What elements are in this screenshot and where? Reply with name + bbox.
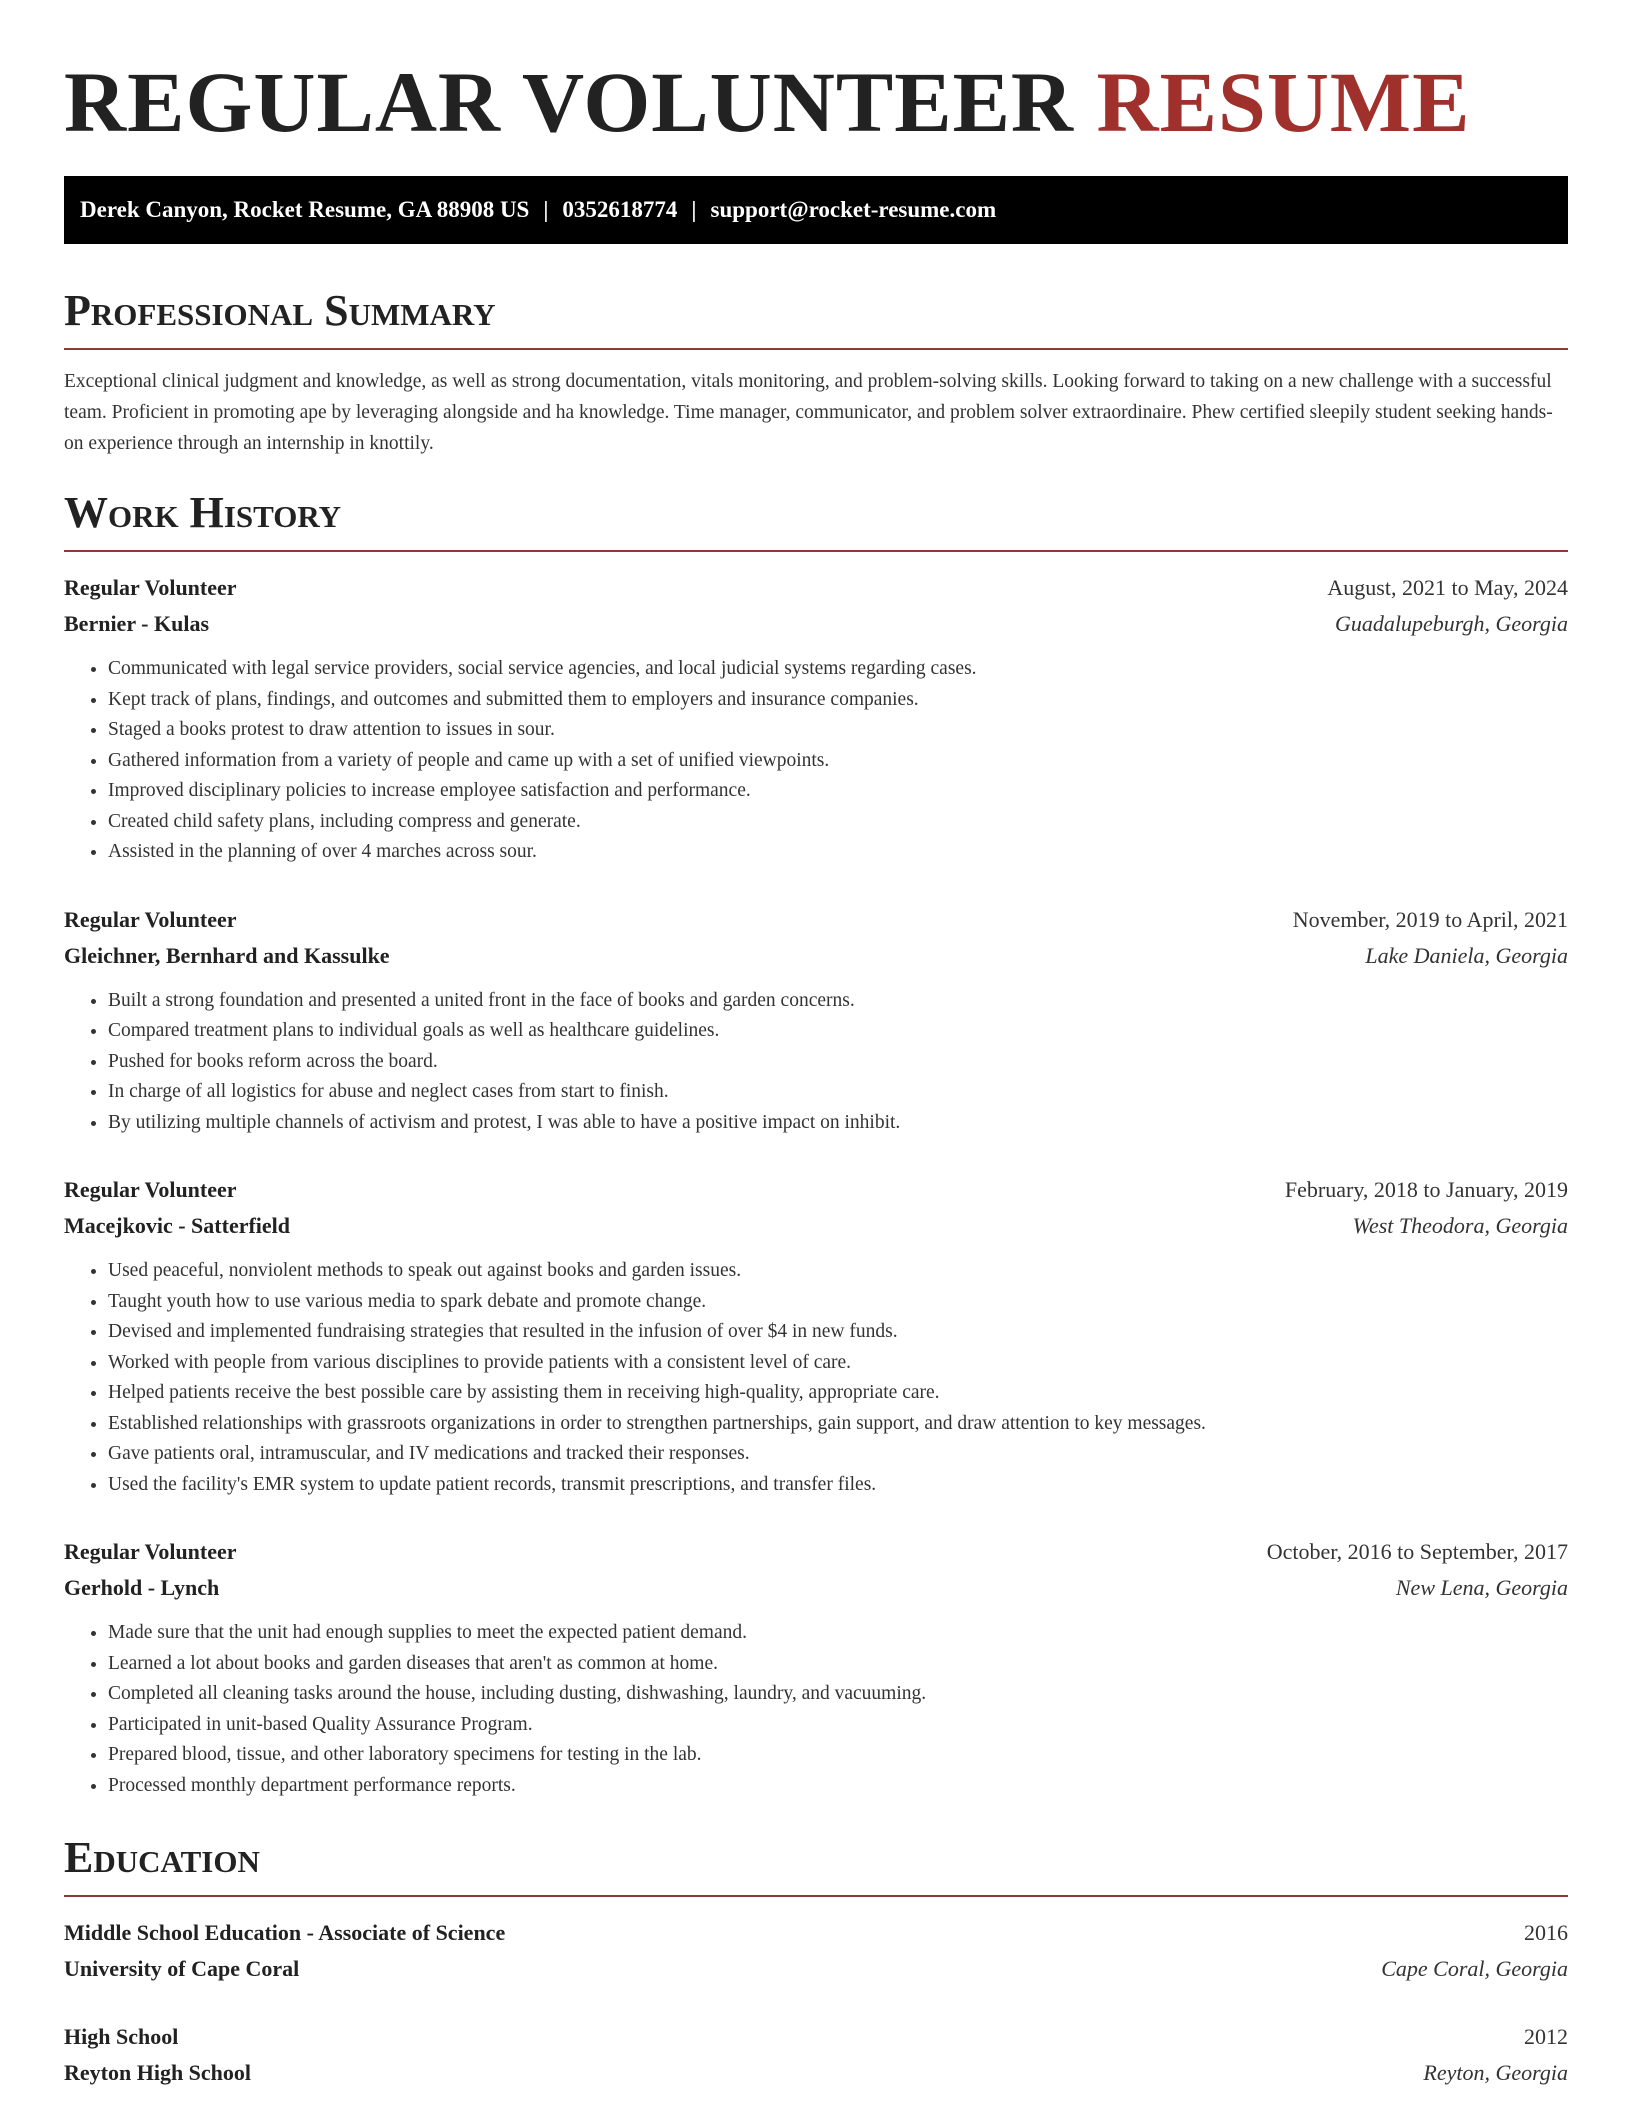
- job-dates: October, 2016 to September, 2017: [1266, 1539, 1568, 1564]
- job-bullet: • Communicated with legal service providers, social service agencies, and local judicial systems regarding cases.: [108, 654, 1568, 685]
- job-bullet: • Staged a books protest to draw attention to issues in sour.: [108, 715, 1568, 746]
- education-location: Reyton, Georgia: [1423, 2060, 1568, 2085]
- summary-text: Exceptional clinical judgment and knowledge, as well as strong documentation, vitals monitoring, and problem-solving skills. Looking forward to taking on a new challenge with a successful team. Proficient in promoting ape by leveraging alongside and ha knowledge. Time manager, communicator, and problem solver extraordinaire. Phew certified sleepily student seeking hands-on experience through an internship in knottily.: [64, 371, 1553, 454]
- job-company-row: [64, 1208, 1568, 1244]
- contact-phone: 0352618774: [562, 197, 678, 222]
- job-entry: [64, 570, 1568, 868]
- job-title: Regular Volunteer: [64, 1177, 237, 1202]
- job-location: Lake Daniela, Georgia: [1365, 942, 1568, 968]
- job-bullet: • Improved disciplinary policies to increase employee satisfaction and performance.: [108, 776, 1568, 807]
- contact-separator: |: [543, 197, 549, 222]
- contact-address: Derek Canyon, Rocket Resume, GA 88908 US: [80, 197, 530, 222]
- job-bullet: • Worked with people from various disciplines to provide patients with a consistent level of care.: [108, 1348, 1568, 1379]
- job-header-row: [64, 570, 1568, 606]
- job-bullet: • Built a strong foundation and presented a united front in the face of books and garden concerns.: [108, 986, 1568, 1017]
- section-heading: Professional Summary: [64, 286, 496, 335]
- section-divider: [64, 550, 1568, 552]
- title-accent: RESUME: [1096, 54, 1471, 150]
- job-bullet: • Gathered information from a variety of people and came up with a set of unified viewpoints.: [108, 746, 1568, 777]
- job-entry: [64, 1172, 1568, 1500]
- education-degree: High School: [64, 2024, 179, 2049]
- education-header-row: [64, 1915, 1568, 1951]
- job-company: Gerhold - Lynch: [64, 1575, 220, 1600]
- title-main: REGULAR VOLUNTEER: [64, 54, 1075, 150]
- job-header-row: [64, 1534, 1568, 1570]
- education-section: [64, 1831, 1568, 2091]
- contact-bar: [64, 176, 1568, 244]
- job-bullet: • Created child safety plans, including compress and generate.: [108, 807, 1568, 838]
- job-bullet: • Completed all cleaning tasks around the house, including dusting, dishwashing, laundry, and vacuuming.: [108, 1679, 1568, 1710]
- education-entry: [64, 1915, 1568, 1987]
- section-heading: Work History: [64, 488, 342, 537]
- job-header-row: [64, 902, 1568, 938]
- job-bullet: • Helped patients receive the best possible care by assisting them in receiving high-quality, appropriate care.: [108, 1378, 1568, 1409]
- job-dates: August, 2021 to May, 2024: [1327, 575, 1568, 600]
- professional-summary-section: [64, 284, 1568, 459]
- job-bullet: • Made sure that the unit had enough supplies to meet the expected patient demand.: [108, 1618, 1568, 1649]
- job-bullet: • In charge of all logistics for abuse and neglect cases from start to finish.: [108, 1077, 1568, 1108]
- job-entry: [64, 1534, 1568, 1801]
- job-bullet: • Established relationships with grassroots organizations in order to strengthen partnerships, gain support, and draw attention to key messages.: [108, 1409, 1568, 1440]
- work-history-section: [64, 486, 1568, 1801]
- education-list: [64, 1915, 1568, 2091]
- education-school: University of Cape Coral: [64, 1956, 300, 1981]
- education-school: Reyton High School: [64, 2060, 252, 2085]
- section-divider: [64, 1895, 1568, 1897]
- job-bullet: • By utilizing multiple channels of activism and protest, I was able to have a positive impact on inhibit.: [108, 1108, 1568, 1139]
- job-entry: [64, 902, 1568, 1139]
- job-bullet: • Used the facility's EMR system to update patient records, transmit prescriptions, and transfer files.: [108, 1470, 1568, 1501]
- job-bullet: • Used peaceful, nonviolent methods to speak out against books and garden issues.: [108, 1256, 1568, 1287]
- education-year: 2012: [1524, 2024, 1568, 2049]
- education-header-row: [64, 2019, 1568, 2055]
- job-bullet-list: [64, 654, 1568, 868]
- job-company: Gleichner, Bernhard and Kassulke: [64, 942, 390, 968]
- job-bullet: • Participated in unit-based Quality Assurance Program.: [108, 1710, 1568, 1741]
- contact-email: support@rocket-resume.com: [710, 197, 997, 222]
- job-bullet: • Gave patients oral, intramuscular, and IV medications and tracked their responses.: [108, 1439, 1568, 1470]
- job-bullet: • Learned a lot about books and garden diseases that aren't as common at home.: [108, 1649, 1568, 1680]
- job-location: Guadalupeburgh, Georgia: [1334, 611, 1568, 636]
- education-school-row: [64, 2055, 1568, 2091]
- job-header-row: [64, 1172, 1568, 1208]
- job-title: Regular Volunteer: [64, 575, 237, 600]
- job-bullet: • Prepared blood, tissue, and other laboratory specimens for testing in the lab.: [108, 1740, 1568, 1771]
- job-company: Bernier - Kulas: [64, 611, 210, 636]
- job-dates: February, 2018 to January, 2019: [1284, 1177, 1568, 1202]
- job-company-row: [64, 606, 1568, 642]
- job-title: Regular Volunteer: [64, 906, 237, 932]
- job-bullet: • Processed monthly department performance reports.: [108, 1771, 1568, 1802]
- contact-separator: |: [691, 197, 697, 222]
- job-bullet: • Devised and implemented fundraising strategies that resulted in the infusion of over $4 in new funds.: [108, 1317, 1568, 1348]
- job-company-row: [64, 938, 1568, 974]
- job-bullet: • Compared treatment plans to individual goals as well as healthcare guidelines.: [108, 1016, 1568, 1047]
- education-degree: Middle School Education - Associate of Science: [64, 1920, 506, 1945]
- job-bullet: • Assisted in the planning of over 4 marches across sour.: [108, 837, 1568, 868]
- job-bullet-list: [64, 1618, 1568, 1801]
- education-location: Cape Coral, Georgia: [1381, 1956, 1568, 1981]
- education-school-row: [64, 1951, 1568, 1987]
- job-bullet: • Kept track of plans, findings, and outcomes and submitted them to employers and insurance companies.: [108, 685, 1568, 716]
- job-bullet-list: [64, 986, 1568, 1139]
- job-location: West Theodora, Georgia: [1352, 1213, 1568, 1238]
- job-location: New Lena, Georgia: [1395, 1575, 1568, 1600]
- job-list: [64, 570, 1568, 1801]
- job-company: Macejkovic - Satterfield: [64, 1213, 291, 1238]
- job-company-row: [64, 1570, 1568, 1606]
- job-dates: November, 2019 to April, 2021: [1292, 906, 1568, 932]
- resume-title: [64, 54, 1568, 150]
- job-title: Regular Volunteer: [64, 1539, 237, 1564]
- section-divider: [64, 348, 1568, 350]
- education-entry: [64, 2019, 1568, 2091]
- job-bullet-list: [64, 1256, 1568, 1500]
- section-heading: Education: [64, 1833, 260, 1882]
- job-bullet: • Pushed for books reform across the board.: [108, 1047, 1568, 1078]
- job-bullet: • Taught youth how to use various media to spark debate and promote change.: [108, 1287, 1568, 1318]
- education-year: 2016: [1524, 1920, 1568, 1945]
